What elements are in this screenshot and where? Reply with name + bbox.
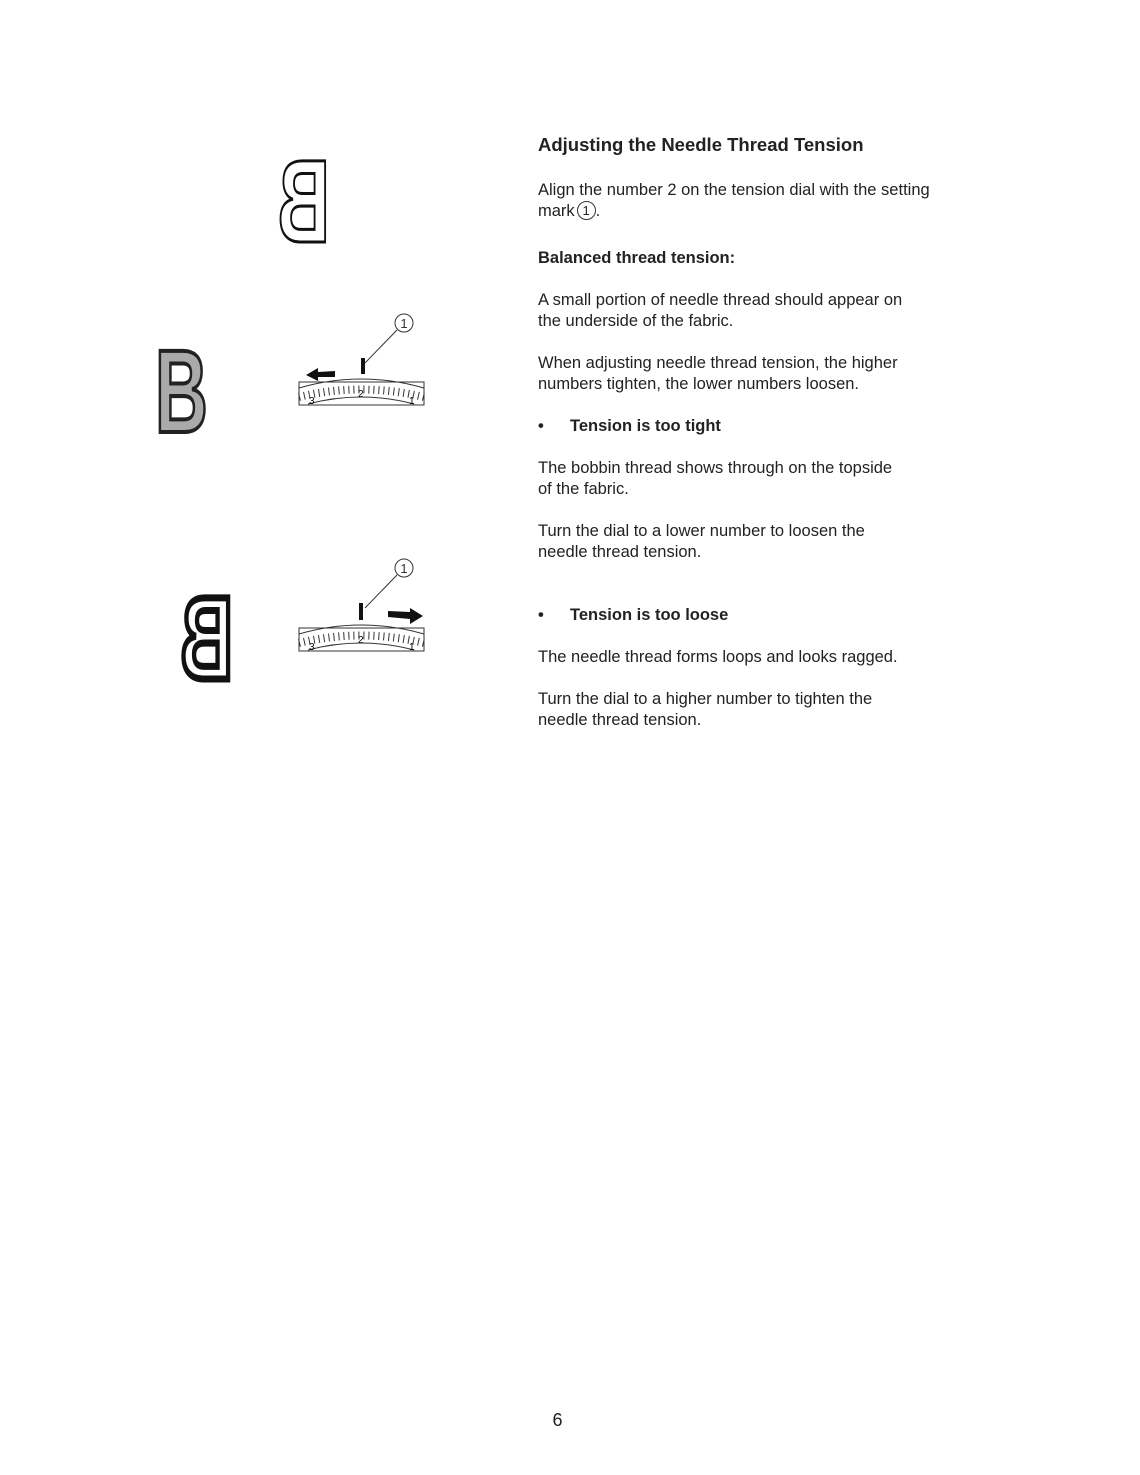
balanced-stitch-sample [250, 150, 340, 250]
svg-text:3: 3 [309, 396, 315, 407]
loose-stitch-sample [155, 585, 245, 685]
tight-paragraph-1: The bobbin thread shows through on the topside of the fabric. [538, 459, 893, 498]
loose-paragraph-2: Turn the dial to a higher number to tighten the needle thread tension. [538, 690, 873, 729]
tight-stitch-sample [155, 340, 245, 440]
balanced-paragraph-1: A small portion of needle thread should appear on the underside of the fabric. [538, 291, 903, 330]
loose-heading: • Tension is too loose [538, 606, 729, 624]
tight-heading: • Tension is too tight [538, 417, 721, 435]
tension-dial-tight [290, 308, 435, 413]
sample-letter: B [155, 340, 208, 440]
sample-letter: B [277, 150, 330, 250]
callout-number: 1 [400, 316, 408, 331]
svg-text:2: 2 [358, 389, 364, 400]
svg-text:1: 1 [409, 642, 415, 653]
page-title: Adjusting the Needle Thread Tension [538, 134, 864, 155]
svg-text:3: 3 [309, 642, 315, 653]
loose-paragraph-1: The needle thread forms loops and looks ragged. [538, 648, 898, 666]
callout-number: 1 [400, 561, 408, 576]
callout-mark: 1 [577, 201, 596, 220]
setting-mark [359, 603, 363, 620]
svg-text:1: 1 [409, 396, 415, 407]
arrow-left-icon [306, 368, 335, 381]
balanced-heading: Balanced thread tension: [538, 249, 736, 267]
balanced-paragraph-2: When adjusting needle thread tension, the higher numbers tighten, the lower numbers loosen. [538, 354, 898, 393]
tight-paragraph-2: Turn the dial to a lower number to loosen the needle thread tension. [538, 522, 865, 561]
svg-text:2: 2 [358, 635, 364, 646]
setting-mark [361, 358, 365, 374]
intro-paragraph: Align the number 2 on the tension dial with the setting mark 1 . [538, 181, 930, 220]
arrow-right-icon [388, 608, 423, 624]
sample-letter: B [180, 585, 233, 685]
page-number: 6 [552, 1410, 563, 1430]
tension-dial-loose [290, 553, 435, 658]
